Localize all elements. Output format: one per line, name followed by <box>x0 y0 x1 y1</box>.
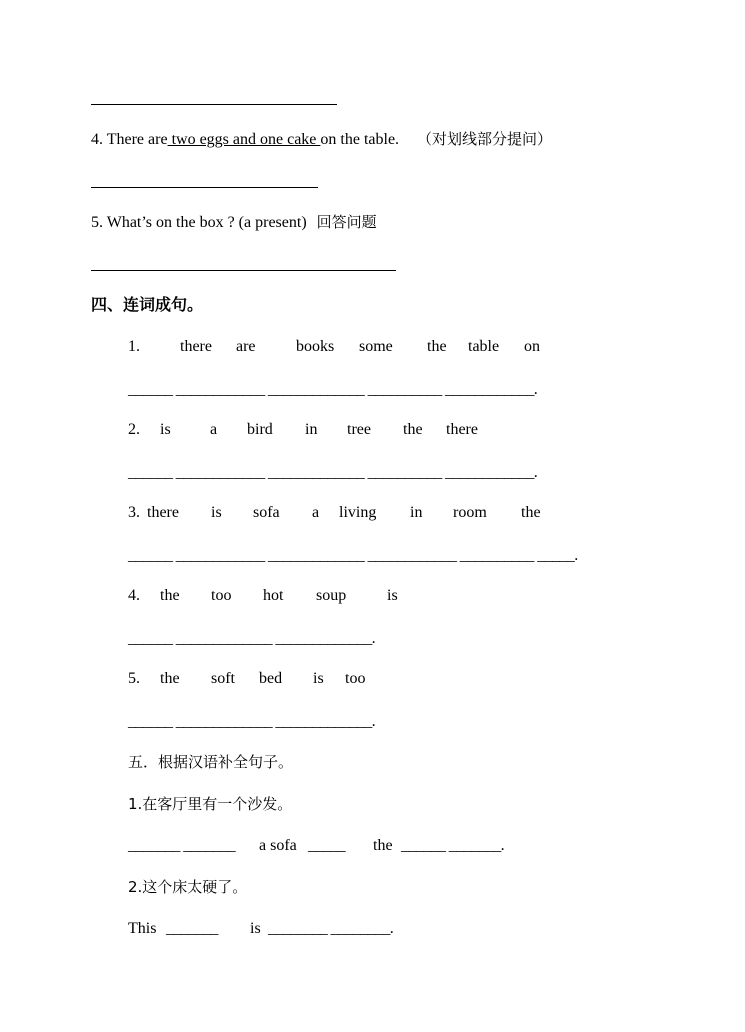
word: there <box>180 338 212 355</box>
section5-q2-answer <box>128 919 608 939</box>
blank: _____ <box>308 837 346 854</box>
section5-q2-chinese: 2.这个床太硬了。 <box>128 878 248 896</box>
word: too <box>211 587 232 604</box>
blank: ______ _______. <box>401 837 505 854</box>
q4-suffix: on the table. <box>320 131 400 148</box>
q5-instruction: 回答问题 <box>316 213 377 231</box>
answer-blank: ______ ____________ _____________ __________ ____________. <box>128 381 538 398</box>
word: is <box>211 504 222 521</box>
word: is <box>313 670 324 687</box>
section4-item-4 <box>128 586 608 606</box>
q4-underlined-2: and one cake <box>228 131 321 148</box>
section-4-title: 四、连词成句。 <box>91 295 204 314</box>
section-5-title: 五．根据汉语补全句子。 <box>128 753 294 771</box>
section4-item-5 <box>128 669 608 689</box>
word: the <box>403 421 423 438</box>
answer-blank: ______ ____________ _____________ ____________ __________ _____. <box>128 547 578 564</box>
item-number: 2. <box>128 421 140 438</box>
word: is <box>160 421 171 438</box>
word: a <box>312 504 320 521</box>
word: on <box>524 338 540 355</box>
item-number: 1. <box>128 338 140 355</box>
q4-number: 4. <box>91 131 103 148</box>
item-number: 4. <box>128 587 140 604</box>
word: the <box>160 587 180 604</box>
q4-prefix: There are <box>106 131 168 148</box>
word: This <box>128 920 157 937</box>
word: hot <box>263 587 284 604</box>
q4-instruction: （对划线部分提问） <box>417 130 553 148</box>
item-number: 3. <box>128 504 140 521</box>
section4-item-3 <box>128 503 608 523</box>
section4-item-2 <box>128 420 608 440</box>
q5-text: 5. What’s on the box ? (a present) <box>91 214 307 231</box>
answer-line <box>91 104 337 105</box>
section4-item-1 <box>128 337 608 357</box>
word: bird <box>247 421 273 438</box>
word: soup <box>316 587 347 604</box>
word: is <box>250 920 261 937</box>
word: the <box>427 338 447 355</box>
word: the <box>521 504 541 521</box>
q4-underlined-1: two eggs <box>167 131 229 148</box>
word: room <box>453 504 487 521</box>
word: some <box>359 338 393 355</box>
word: a sofa <box>259 837 297 854</box>
answer-blank: ______ _____________ _____________. <box>128 713 376 730</box>
word: the <box>160 670 180 687</box>
blank: _______ _______ <box>128 837 236 854</box>
word: in <box>305 421 318 438</box>
section5-q1-answer <box>128 836 608 856</box>
word: sofa <box>253 504 280 521</box>
answer-line <box>91 270 396 271</box>
word: are <box>236 338 256 355</box>
blank: _______ <box>166 920 218 937</box>
item-number: 5. <box>128 670 140 687</box>
question-4 <box>91 129 552 150</box>
word: is <box>387 587 398 604</box>
word: too <box>345 670 366 687</box>
blank: ________ ________. <box>268 920 394 937</box>
question-5 <box>91 212 377 233</box>
answer-blank: ______ _____________ _____________. <box>128 630 376 647</box>
answer-line <box>91 187 318 188</box>
word: there <box>446 421 478 438</box>
word: in <box>410 504 423 521</box>
word: living <box>339 504 377 521</box>
word: books <box>296 338 335 355</box>
answer-blank: ______ ____________ _____________ __________ ____________. <box>128 464 538 481</box>
word: the <box>373 837 393 854</box>
word: a <box>210 421 218 438</box>
word: bed <box>259 670 283 687</box>
word: there <box>147 504 179 521</box>
section5-q1-chinese: 1.在客厅里有一个沙发。 <box>128 795 293 813</box>
word: soft <box>211 670 235 687</box>
word: tree <box>347 421 371 438</box>
word: table <box>468 338 500 355</box>
